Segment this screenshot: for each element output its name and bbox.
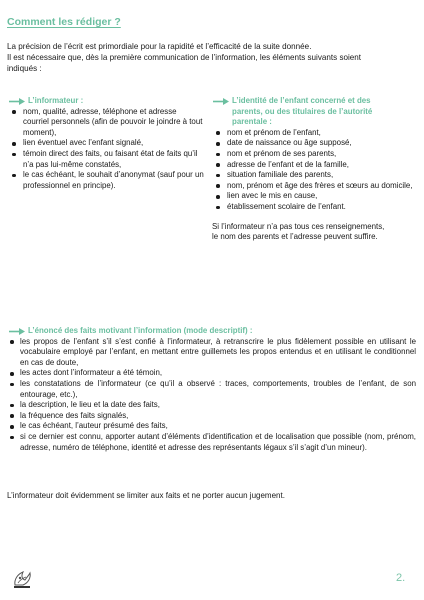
conclusion-text: L’informateur doit évidemment se limiter aux faits et ne porter aucun jugement. xyxy=(7,491,285,500)
list-item: date de naissance ou âge supposé, xyxy=(227,138,416,149)
child-identity-section xyxy=(212,96,416,243)
facts-section xyxy=(8,326,416,453)
list-item: nom, qualité, adresse, téléphone et adresse courriel personnels (afin de pouvoir le joindre à tout moment), xyxy=(23,106,203,137)
heading-line: parents, ou des titulaires de l’autorité xyxy=(232,106,373,116)
list-item: le cas échéant, l’auteur présumé des faits, xyxy=(20,421,416,432)
informer-section xyxy=(8,96,204,191)
intro-line: Il est nécessaire que, dès la première communication de l’information, les éléments suivants soient xyxy=(7,53,362,62)
list-item: situation familiale des parents, xyxy=(227,170,416,181)
arrow-right-icon xyxy=(212,97,230,106)
list-item: le cas échéant, le souhait d’anonymat (sauf pour un professionnel en principe). xyxy=(23,170,204,190)
list-item: la description, le lieu et la date des faits, xyxy=(20,400,416,411)
heading-line: parentale : xyxy=(232,117,272,127)
child-identity-heading xyxy=(212,96,416,128)
list-item: établissement scolaire de l’enfant. xyxy=(227,202,416,213)
list-item: témoin direct des faits, ou faisant état de faits qu’il n’a pas lui-même constatés, xyxy=(23,149,204,170)
informer-heading-text: L’informateur : xyxy=(28,96,84,105)
list-item: si ce dernier est connu, apporter autant d’éléments d’identification et de localisation que possible (nom, prénom, adresse, numéro de téléphone, identité et adresse des représentants légaux s’il s’agit d’un mineur). xyxy=(20,431,416,452)
heading-line: L’identité de l’enfant concerné et des xyxy=(232,96,371,105)
list-item: les propos de l’enfant s’il s’est confié à l’informateur, à retranscrire le plus fidèlement possible en utilisant le vocabulaire employé par l’enfant, en mettant entre guillemets les propos entendus et en utilisant le conditionnel en cas de doute, xyxy=(20,336,416,367)
list-item: lien avec le mis en cause, xyxy=(227,191,416,202)
section-title: Comment les rédiger ? xyxy=(7,16,121,28)
list-item: nom et prénom de ses parents, xyxy=(227,149,416,160)
child-identity-list xyxy=(212,128,416,213)
child-identity-heading-text xyxy=(232,96,372,128)
facts-list xyxy=(8,337,416,454)
arrow-right-icon xyxy=(8,97,26,106)
intro-line: indiqués : xyxy=(7,64,42,73)
informer-list xyxy=(8,107,204,192)
note-line: Si l’informateur n’a pas tous ces renseignements, xyxy=(212,221,385,231)
child-identity-note xyxy=(212,222,416,243)
list-item: les constatations de l’informateur (ce qu’il a observé : traces, comportements, troubles de l’enfant, de son entourage, etc.), xyxy=(20,378,416,399)
arrow-right-icon xyxy=(8,327,26,336)
informer-heading xyxy=(8,96,204,107)
page-number: 2. xyxy=(396,572,406,584)
list-item: nom et prénom de l’enfant, xyxy=(227,128,416,139)
list-item: nom, prénom et âge des frères et sœurs au domicile, xyxy=(227,181,416,192)
facts-heading xyxy=(8,326,416,337)
list-item: les actes dont l’informateur a été témoin, xyxy=(20,368,416,379)
list-item: la fréquence des faits signalés, xyxy=(20,411,416,422)
intro-line: La précision de l’écrit est primordiale pour la rapidité et l’efficacité de la suite donnée. xyxy=(7,42,312,51)
note-line: le nom des parents et l’adresse peuvent suffire. xyxy=(212,232,378,242)
list-item: lien éventuel avec l’enfant signalé, xyxy=(23,138,204,149)
facts-heading-text: L’énoncé des faits motivant l’information (mode descriptif) : xyxy=(28,326,253,335)
logo-icon xyxy=(11,569,33,589)
intro-paragraph xyxy=(7,41,417,74)
list-item: adresse de l’enfant et de la famille, xyxy=(227,160,416,171)
